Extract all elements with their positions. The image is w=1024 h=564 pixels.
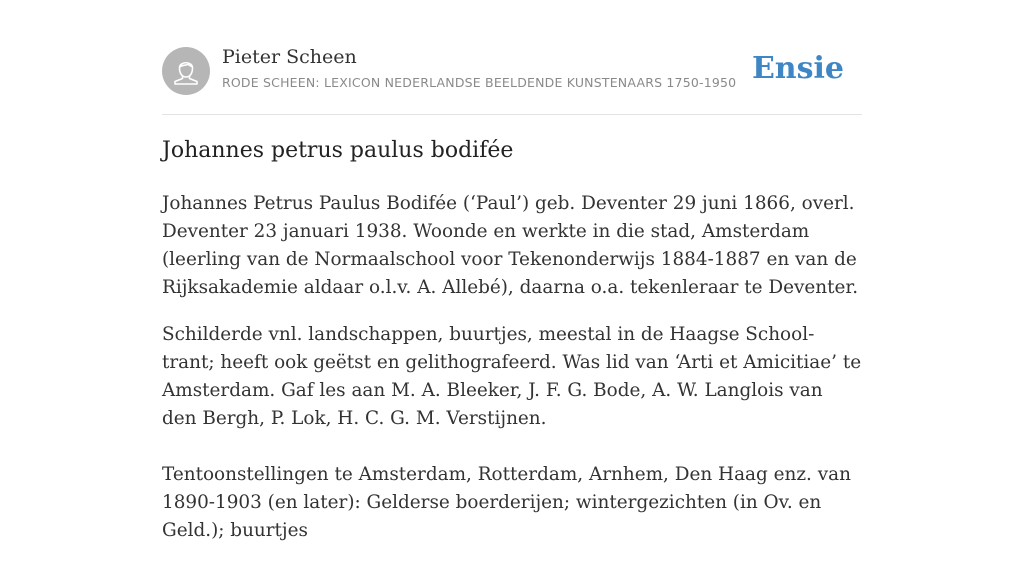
site-logo[interactable]: Ensie xyxy=(751,51,844,86)
paragraph: Johannes Petrus Paulus Bodifée (‘Paul’) geb. Deventer 29 juni 1866, overl. Deventer 23 januari 1938. Woonde en werkte in die stad, Amsterdam (leerling van de Normaalschool voor Tekenonderwijs 1884-1887 en van de Rijksakademie aldaar o.l.v. A. Allebé), daarna o.a. tekenleraar te Deventer. xyxy=(162,193,859,298)
source-title[interactable]: RODE SCHEEN: LEXICON NEDERLANDSE BEELDENDE KUNSTENAARS 1750-1950 xyxy=(222,75,737,90)
avatar[interactable] xyxy=(162,47,210,95)
user-icon xyxy=(162,47,210,95)
paragraph: Schilderde vnl. landschappen, buurtjes, meestal in de Haagse School-trant; heeft ook geëtst en gelithografeerd. Was lid van ‘Arti et Amicitiae’ te Amsterdam. Gaf les aan M. A. Bleeker, J. F. G. Bode, A. W. Langlois van den Bergh, P. Lok, H. C. G. M. Verstijnen. xyxy=(162,324,862,429)
article-title: Johannes petrus paulus bodifée xyxy=(162,138,514,163)
article-body xyxy=(162,190,862,564)
article-header xyxy=(162,44,862,115)
author-name[interactable]: Pieter Scheen xyxy=(222,46,357,68)
paragraph: Tentoonstellingen te Amsterdam, Rotterdam, Arnhem, Den Haag enz. van 1890-1903 (en later): Gelderse boerderijen; wintergezichten (in Ov. en Geld.); buurtjes xyxy=(162,464,851,541)
